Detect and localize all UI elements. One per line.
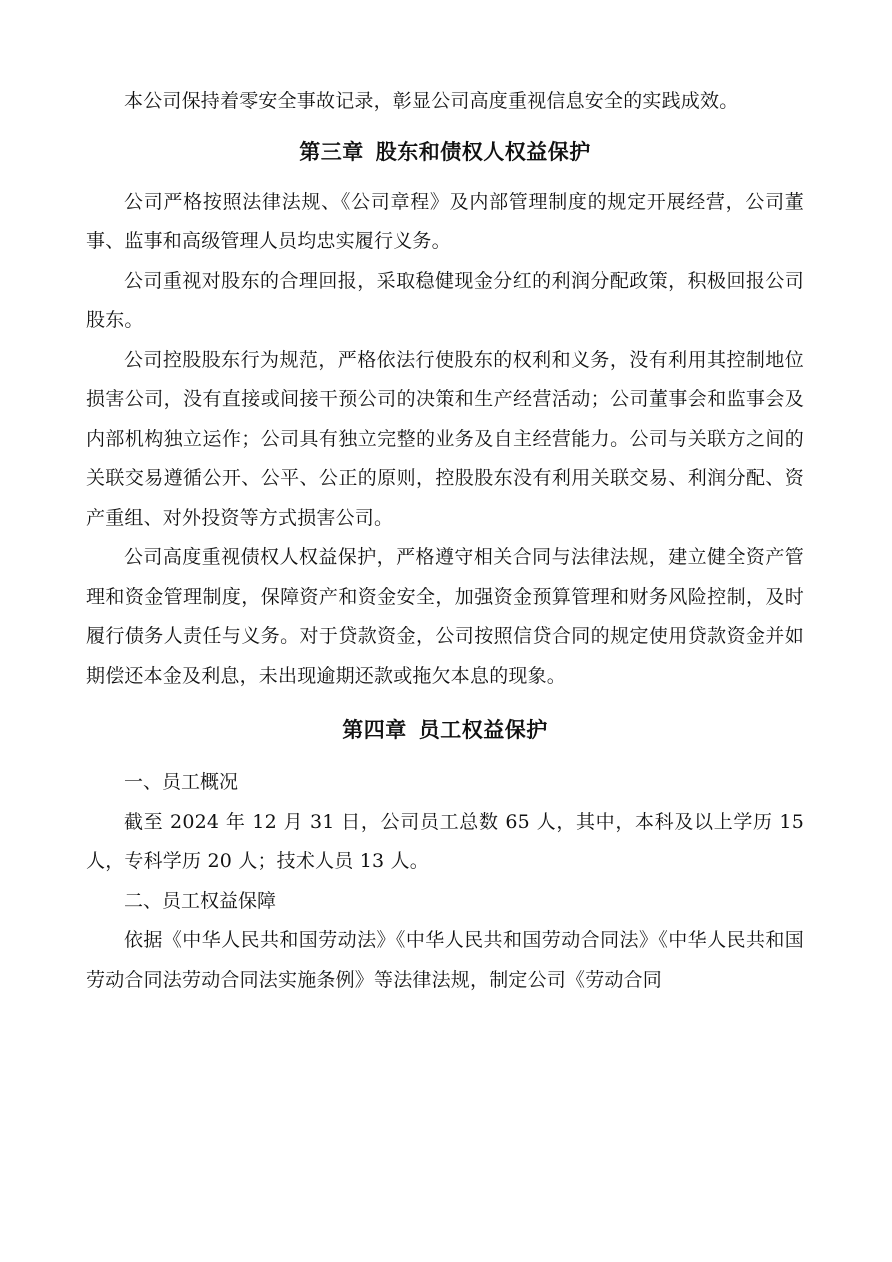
- body-paragraph: 公司高度重视债权人权益保护，严格遵守相关合同与法律法规，建立健全资产管理和资金管理制度，保障资产和资金安全，加强资金预算管理和财务风险控制，及时履行债务人责任与义务。对于贷款资金，公司按照信贷合同的规定使用贷款资金并如期偿还本金及利息，未出现逾期还款或拖欠本息的现象。: [86, 546, 804, 687]
- body-paragraph: 依据《中华人民共和国劳动法》《中华人民共和国劳动合同法》《中华人民共和国劳动合同法劳动合同法实施条例》等法律法规，制定公司《劳动合同: [86, 929, 804, 991]
- chapter-heading: [86, 710, 804, 750]
- chapter-title: 股东和债权人权益保护: [375, 138, 591, 164]
- chapter-number: 第四章: [342, 717, 407, 742]
- body-paragraph: 公司严格按照法律法规、《公司章程》及内部管理制度的规定开展经营，公司董事、监事和高级管理人员均忠实履行义务。: [86, 190, 804, 252]
- body-paragraph: 截至 2024 年 12 月 31 日，公司员工总数 65 人，其中，本科及以上学历 15 人，专科学历 20 人；技术人员 13 人。: [86, 810, 804, 872]
- body-paragraph: 公司控股股东行为规范，严格依法行使股东的权利和义务，没有利用其控制地位损害公司，没有直接或间接干预公司的决策和生产经营活动；公司董事会和监事会及内部机构独立运作；公司具有独立完整的业务及自主经营能力。公司与关联方之间的关联交易遵循公开、公平、公正的原则，控股股东没有利用关联交易、利润分配、资产重组、对外投资等方式损害公司。: [86, 348, 804, 529]
- body-paragraph: 公司重视对股东的合理回报，采取稳健现金分红的利润分配政策，积极回报公司股东。: [86, 269, 804, 331]
- chapter-heading: [86, 132, 804, 172]
- body-paragraph: 本公司保持着零安全事故记录，彰显公司高度重视信息安全的实践成效。: [124, 90, 739, 112]
- section-heading: 二、员工权益保障: [124, 889, 277, 912]
- chapter-number: 第三章: [299, 138, 364, 164]
- section-heading: 一、员工概况: [124, 771, 239, 793]
- chapter-title: 员工权益保护: [418, 717, 548, 742]
